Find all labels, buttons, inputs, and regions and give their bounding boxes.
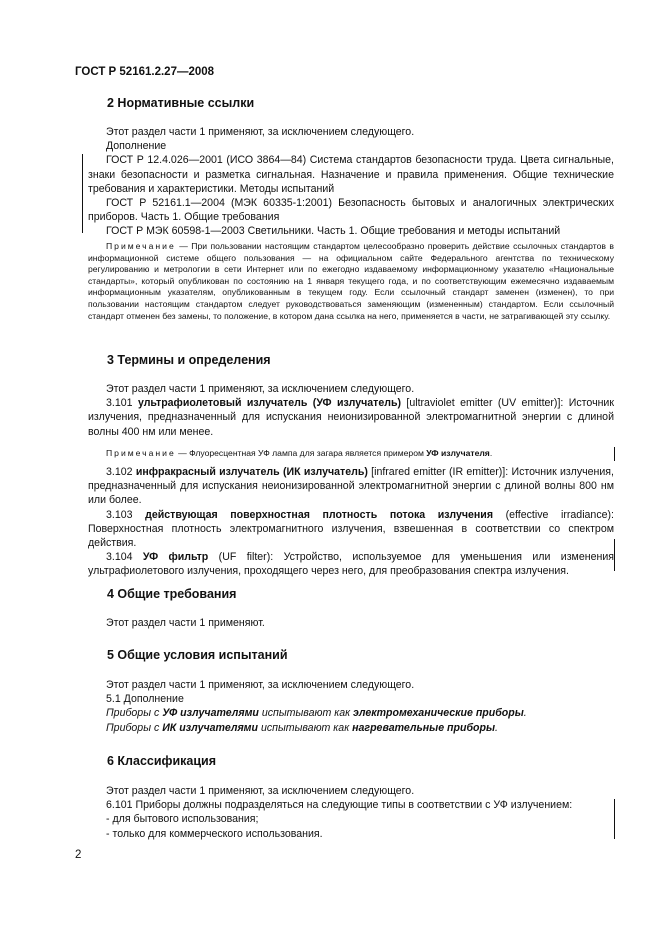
- term-name: действующая поверхностная плотность потока излучения: [145, 508, 493, 521]
- term-number: 3.103: [106, 508, 146, 521]
- text: Приборы с: [106, 707, 163, 720]
- note-end: .: [489, 448, 493, 458]
- section-3-note: [88, 448, 614, 460]
- term-3-104: [88, 550, 614, 578]
- note-text: — При пользовании настоящим стандартом целесообразно проверить действие ссылочных стандартов в информационной системе общего пользования — на официальном сайте Федерального агентства по техническому регулированию и метрологии в сети Интернет или по ежегодно издаваемому информационному указателю «Национальные стандарты», который опубликован по состоянию на 1 января текущего года, и по соответствующим ежемесячно издаваемым информационным указателям, опубликованным в текущем году. Если ссылочный стандарт заменен (изменен), то при пользовании настоящим стандартом следует руководствоваться заменяющим (измененным) стандартом. Если ссылочный стандарт отменен без замены, то положение, в котором дана ссылка на него, применяется в части, не затрагивающей эту ссылку.: [88, 241, 614, 321]
- note-term: УФ излучателя: [426, 448, 490, 458]
- term-definition: (effective irradiance): Поверхностная плотность электромагнитного излучения, взвешенная в соответствии со спектром действия.: [88, 508, 614, 550]
- term-definition: [ultraviolet emitter (UV emitter)]: Источник излучения, предназначенный для испускания неионизированной электромагнитной энергии с длиной волны 400 нм или менее.: [88, 397, 614, 438]
- term: УФ излучателями: [162, 707, 259, 720]
- section-2-intro: Этот раздел части 1 применяют, за исключением следующего.: [106, 126, 415, 138]
- section-5-intro: Этот раздел части 1 применяют, за исключением следующего.: [106, 679, 415, 691]
- text: .: [523, 707, 527, 720]
- reference-2: ГОСТ Р 52161.1—2004 (МЭК 60335-1:2001) Безопасность бытовых и аналогичных электрических приборов. Часть 1. Общие требования: [88, 197, 614, 224]
- section-4-body: [88, 616, 614, 630]
- term-3-103: [88, 508, 614, 551]
- text: испытывают как: [258, 721, 353, 734]
- term-number: 3.101: [106, 397, 138, 410]
- section-2-body: [88, 125, 614, 239]
- term: ИК излучателями: [162, 721, 258, 734]
- change-bar: [82, 154, 83, 233]
- reference-1: ГОСТ Р 12.4.026—2001 (ИСО 3864—84) Система стандартов безопасности труда. Цвета сигнальные, знаки безопасности и разметка сигнальная. Назначение и правила применения. Общие технические требования и характеристики. Методы испытаний: [88, 154, 614, 195]
- term: электромеханические приборы: [353, 707, 524, 720]
- list-item: - только для коммерческого использования.: [106, 827, 323, 840]
- section-5-body: [88, 678, 614, 735]
- term: нагревательные приборы: [352, 721, 496, 734]
- clause-5-1: 5.1 Дополнение: [106, 693, 184, 706]
- term-definition: (UF filter): Устройство, используемое для уменьшения или изменения ультрафиолетового излучения, проходящего через него, для преобразования спектра излучения.: [88, 551, 614, 578]
- clause-5-1-line-2: [88, 721, 614, 735]
- section-4-title: 4 Общие требования: [107, 587, 237, 601]
- term-3-101: [88, 396, 614, 439]
- change-bar: [614, 539, 615, 571]
- section-3-body: [88, 382, 614, 439]
- section-2-title: 2 Нормативные ссылки: [107, 96, 255, 110]
- page-number: 2: [75, 849, 82, 861]
- term-name: инфракрасный излучатель (ИК излучатель): [135, 466, 368, 478]
- section-6-body: [88, 784, 614, 841]
- change-bar: [614, 799, 615, 839]
- term-name: ультрафиолетовый излучатель (УФ излучатель): [137, 397, 401, 410]
- term-3-102: [88, 465, 614, 508]
- reference-3: ГОСТ Р МЭК 60598-1—2003 Светильники. Часть 1. Общие требования и методы испытаний: [106, 225, 561, 238]
- section-6-intro: Этот раздел части 1 применяют, за исключением следующего.: [106, 785, 415, 797]
- section-3-intro: Этот раздел части 1 применяют, за исключением следующего.: [106, 383, 415, 395]
- section-2-supplement: Дополнение: [106, 140, 167, 153]
- text: Приборы с: [106, 721, 163, 734]
- note-label: Примечание: [106, 448, 176, 458]
- term-number: 3.102: [106, 466, 136, 478]
- section-5-title: 5 Общие условия испытаний: [107, 648, 288, 662]
- change-bar: [614, 447, 615, 461]
- text: .: [495, 721, 498, 734]
- list-item: - для бытового использования;: [106, 813, 259, 826]
- section-3-title: 3 Термины и определения: [107, 353, 271, 367]
- clause-5-1-line-1: [88, 706, 614, 720]
- note-label: Примечание: [106, 241, 176, 251]
- term-name: УФ фильтр: [142, 551, 209, 564]
- term-number: 3.104: [106, 551, 143, 564]
- text: испытывают как: [258, 707, 354, 720]
- section-2-note: [88, 241, 614, 322]
- section-6-title: 6 Классификация: [107, 754, 217, 768]
- section-4-text: Этот раздел части 1 применяют.: [106, 617, 265, 629]
- clause-6-101: 6.101 Приборы должны подразделяться на следующие типы в соответствии с УФ излучением:: [106, 799, 573, 812]
- section-3-body-2: [88, 465, 614, 579]
- document-header: ГОСТ Р 52161.2.27—2008: [75, 66, 215, 78]
- term-definition: [infrared emitter (IR emitter)]: Источник излучения, предназначенный для испускания неионизированной электромагнитной энергии с длиной волны 800 нм или более.: [88, 466, 614, 507]
- note-text: — Флуоресцентная УФ лампа для загара является примером: [175, 448, 427, 458]
